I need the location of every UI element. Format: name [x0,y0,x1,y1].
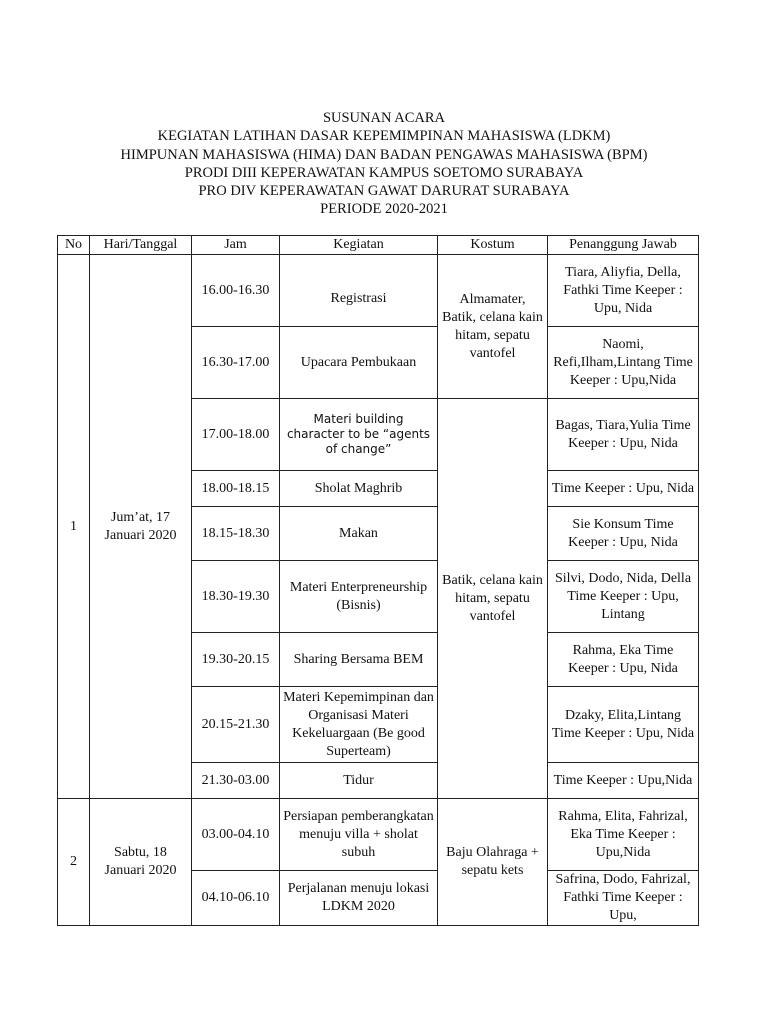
time-cell: 16.30-17.00 [192,327,280,399]
table-row [58,799,699,871]
costume-cell: Almamater, Batik, celana kain hitam, sepatu vantofel [438,255,548,399]
pic-cell: Time Keeper : Upu, Nida [548,471,699,507]
header-day: Hari/Tanggal [90,236,192,255]
time-cell: 20.15-21.30 [192,687,280,763]
pic-cell: Time Keeper : Upu,Nida [548,763,699,799]
activity-cell: Persiapan pemberangkatan menuju villa + sholat subuh [280,799,438,871]
time-cell: 19.30-20.15 [192,633,280,687]
time-cell: 21.30-03.00 [192,763,280,799]
pic-cell: Safrina, Dodo, Fahrizal, Fathki Time Keeper : Upu, [548,871,699,926]
row-date: Sabtu, 18 Januari 2020 [90,799,192,926]
time-cell: 16.00-16.30 [192,255,280,327]
time-cell: 04.10-06.10 [192,871,280,926]
header-title: SUSUNAN ACARA [322,110,446,126]
time-cell: 03.00-04.10 [192,799,280,871]
header-organizers: HIMPUNAN MAHASISWA (HIMA) DAN BADAN PENGAWAS MAHASISWA (BPM) [120,146,648,163]
header-no: No [58,236,90,255]
header-pic: Penanggung Jawab [548,236,699,255]
row-number: 1 [58,255,90,799]
pic-cell: Sie Konsum Time Keeper : Upu, Nida [548,507,699,561]
header-time: Jam [192,236,280,255]
table-row [58,255,699,327]
pic-cell: Tiara, Aliyfia, Della, Fathki Time Keeper : Upu, Nida [548,255,699,327]
pic-cell: Rahma, Elita, Fahrizal, Eka Time Keeper : Upu,Nida [548,799,699,871]
activity-text: Registrasi [330,290,387,306]
activity-cell: Perjalanan menuju lokasi LDKM 2020 [280,871,438,926]
costume-cell: Baju Olahraga + sepatu kets [438,799,548,926]
activity-cell: Materi Enterpreneurship (Bisnis) [280,561,438,633]
pic-cell: Naomi, Refi,Ilham,Lintang Time Keeper : Upu,Nida [548,327,699,399]
costume-cell: Batik, celana kain hitam, sepatu vantofel [438,399,548,799]
table-header-row [58,236,699,255]
header-program-diii: PRODI DIII KEPERAWATAN KAMPUS SOETOMO SURABAYA [184,164,584,181]
time-cell: 17.00-18.00 [192,399,280,471]
header-costume: Kostum [438,236,548,255]
time-cell: 18.00-18.15 [192,471,280,507]
pic-cell: Dzaky, Elita,Lintang Time Keeper : Upu, Nida [548,687,699,763]
activity-cell: Makan [280,507,438,561]
time-cell: 18.30-19.30 [192,561,280,633]
header-period: PERIODE 2020-2021 [320,201,448,218]
pic-cell: Bagas, Tiara,Yulia Time Keeper : Upu, Nida [548,399,699,471]
activity-cell: Sholat Maghrib [280,471,438,507]
header-event: KEGIATAN LATIHAN DASAR KEPEMIMPINAN MAHASISWA (LDKM) [157,128,611,145]
header-program-div: PRO DIV KEPERAWATAN GAWAT DARURAT SURABAYA [198,183,570,200]
activity-cell [280,255,438,327]
row-date: Jum’at, 17 Januari 2020 [90,255,192,799]
activity-cell: Tidur [280,763,438,799]
pic-cell: Rahma, Eka Time Keeper : Upu, Nida [548,633,699,687]
time-cell: 18.15-18.30 [192,507,280,561]
row-number: 2 [58,799,90,926]
document-header [0,109,768,219]
activity-cell: Sharing Bersama BEM [280,633,438,687]
activity-cell: Materi Kepemimpinan dan Organisasi Materi Kekeluargaan (Be good Superteam) [280,687,438,763]
agenda-table [57,235,699,926]
pic-cell: Silvi, Dodo, Nida, Della Time Keeper : Upu, Lintang [548,561,699,633]
header-activity: Kegiatan [280,236,438,255]
activity-cell: Materi building character to be “agents of change” [280,399,438,471]
activity-cell: Upacara Pembukaan [280,327,438,399]
